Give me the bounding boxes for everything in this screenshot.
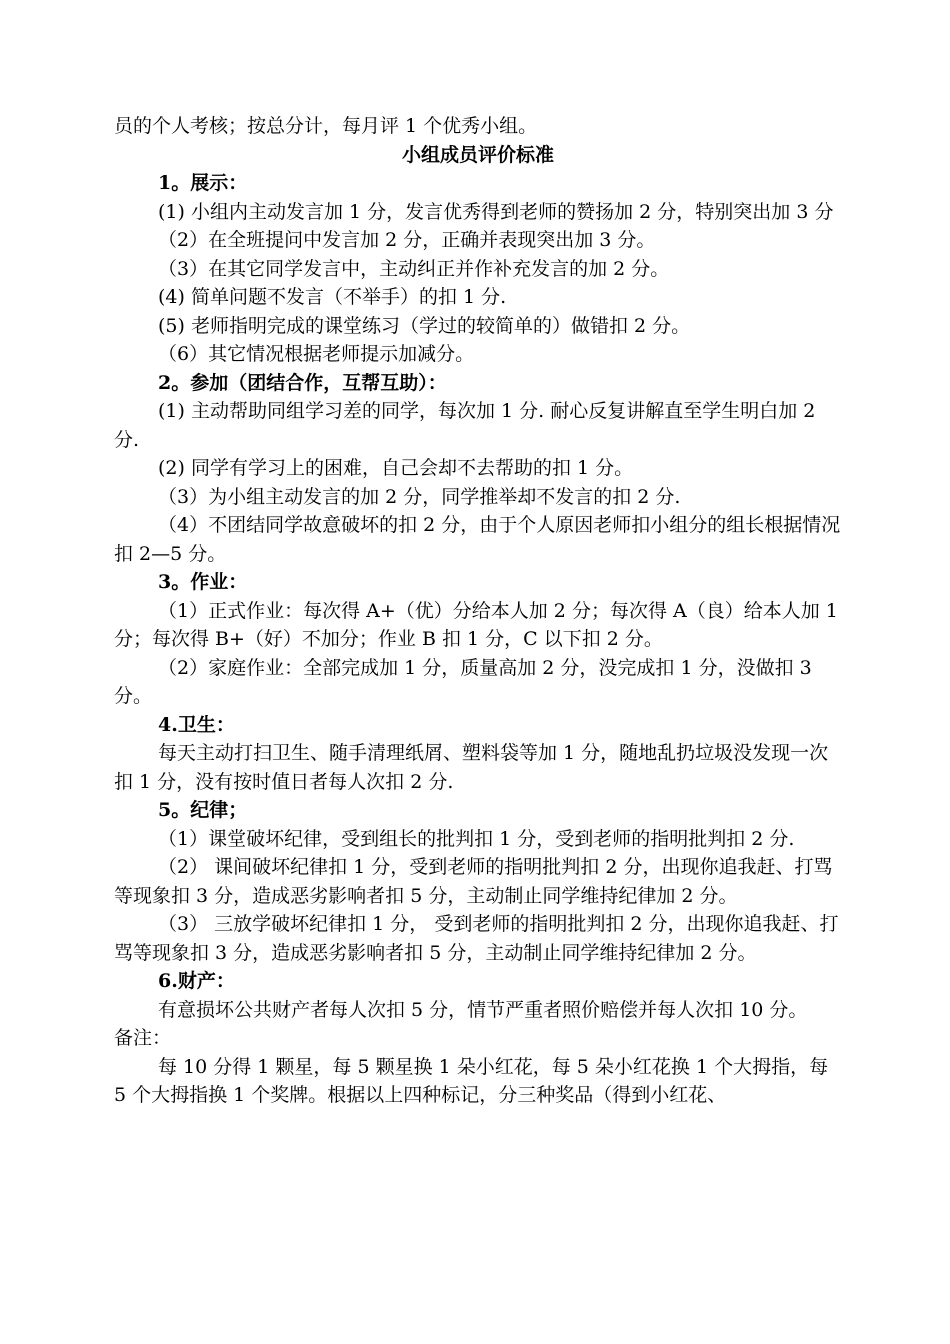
- body-paragraph: 有意损坏公共财产者每人次扣 5 分，情节严重者照价赔偿并每人次扣 10 分。: [158, 998, 808, 1021]
- section-heading: 5。纪律；: [158, 799, 248, 821]
- body-paragraph: 备注：: [114, 1027, 172, 1049]
- body-paragraph: (5) 老师指明完成的课堂练习（学过的较简单的）做错扣 2 分。: [158, 314, 691, 337]
- body-paragraph: （3）为小组主动发言的加 2 分，同学推举却不发言的扣 2 分.: [158, 485, 681, 508]
- body-paragraph: （3） 三放学破坏纪律扣 1 分， 受到老师的指明批判扣 2 分，出现你追我赶、打骂等现象扣 3 分，造成恶劣影响者扣 5 分，主动制止同学维持纪律加 2 分。: [114, 913, 839, 964]
- section-heading: 4.卫生：: [158, 713, 235, 736]
- body-paragraph: (1) 主动帮助同组学习差的同学，每次加 1 分. 耐心反复讲解直至学生明白加 2 分.: [114, 400, 816, 451]
- section-heading: 2。参加（团结合作，互帮互助）：: [158, 371, 447, 394]
- body-paragraph: （6）其它情况根据老师提示加减分。: [158, 343, 475, 365]
- body-paragraph: （2）在全班提问中发言加 2 分，正确并表现突出加 3 分。: [158, 229, 656, 251]
- body-paragraph: （2）家庭作业：全部完成加 1 分，质量高加 2 分，没完成扣 1 分，没做扣 3 分。: [114, 656, 812, 707]
- body-paragraph: （3）在其它同学发言中，主动纠正并作补充发言的加 2 分。: [158, 257, 670, 280]
- body-paragraph: (1) 小组内主动发言加 1 分，发言优秀得到老师的赞扬加 2 分，特别突出加 3 分: [158, 200, 834, 223]
- document-body: [114, 112, 842, 1110]
- body-paragraph: （1）正式作业：每次得 A+（优）分给本人加 2 分；每次得 A（良）给本人加 1 分；每次得 B+（好）不加分；作业 B 扣 1 分，C 以下扣 2 分。: [114, 599, 838, 650]
- section-heading: 3。作业：: [158, 571, 248, 593]
- body-paragraph: （2） 课间破坏纪律扣 1 分，受到老师的指明批判扣 2 分，出现你追我赶、打骂等现象扣 3 分，造成恶劣影响者扣 5 分，主动制止同学维持纪律加 2 分。: [114, 856, 833, 907]
- body-paragraph: 每天主动打扫卫生、随手清理纸屑、塑料袋等加 1 分，随地乱扔垃圾没发现一次扣 1 分，没有按时值日者每人次扣 2 分.: [114, 742, 829, 793]
- body-paragraph: (2) 同学有学习上的困难，自己会却不去帮助的扣 1 分。: [158, 457, 634, 479]
- section-heading: 6.财产：: [158, 970, 235, 992]
- body-paragraph: 员的个人考核；按总分计，每月评 1 个优秀小组。: [114, 115, 538, 137]
- section-heading: 1。展示：: [158, 172, 248, 194]
- section-title: 小组成员评价标准: [401, 143, 554, 166]
- body-paragraph: （1）课堂破坏纪律，受到组长的批判扣 1 分，受到老师的指明批判扣 2 分.: [158, 827, 795, 850]
- body-paragraph: (4) 简单问题不发言（不举手）的扣 1 分.: [158, 286, 507, 308]
- body-paragraph: （4）不团结同学故意破坏的扣 2 分，由于个人原因老师扣小组分的组长根据情况扣 2—5 分。: [114, 514, 841, 565]
- body-paragraph: 每 10 分得 1 颗星，每 5 颗星换 1 朵小红花，每 5 朵小红花换 1 个大拇指，每 5 个大拇指换 1 个奖牌。根据以上四种标记，分三种奖品（得到小红花、: [114, 1055, 829, 1106]
